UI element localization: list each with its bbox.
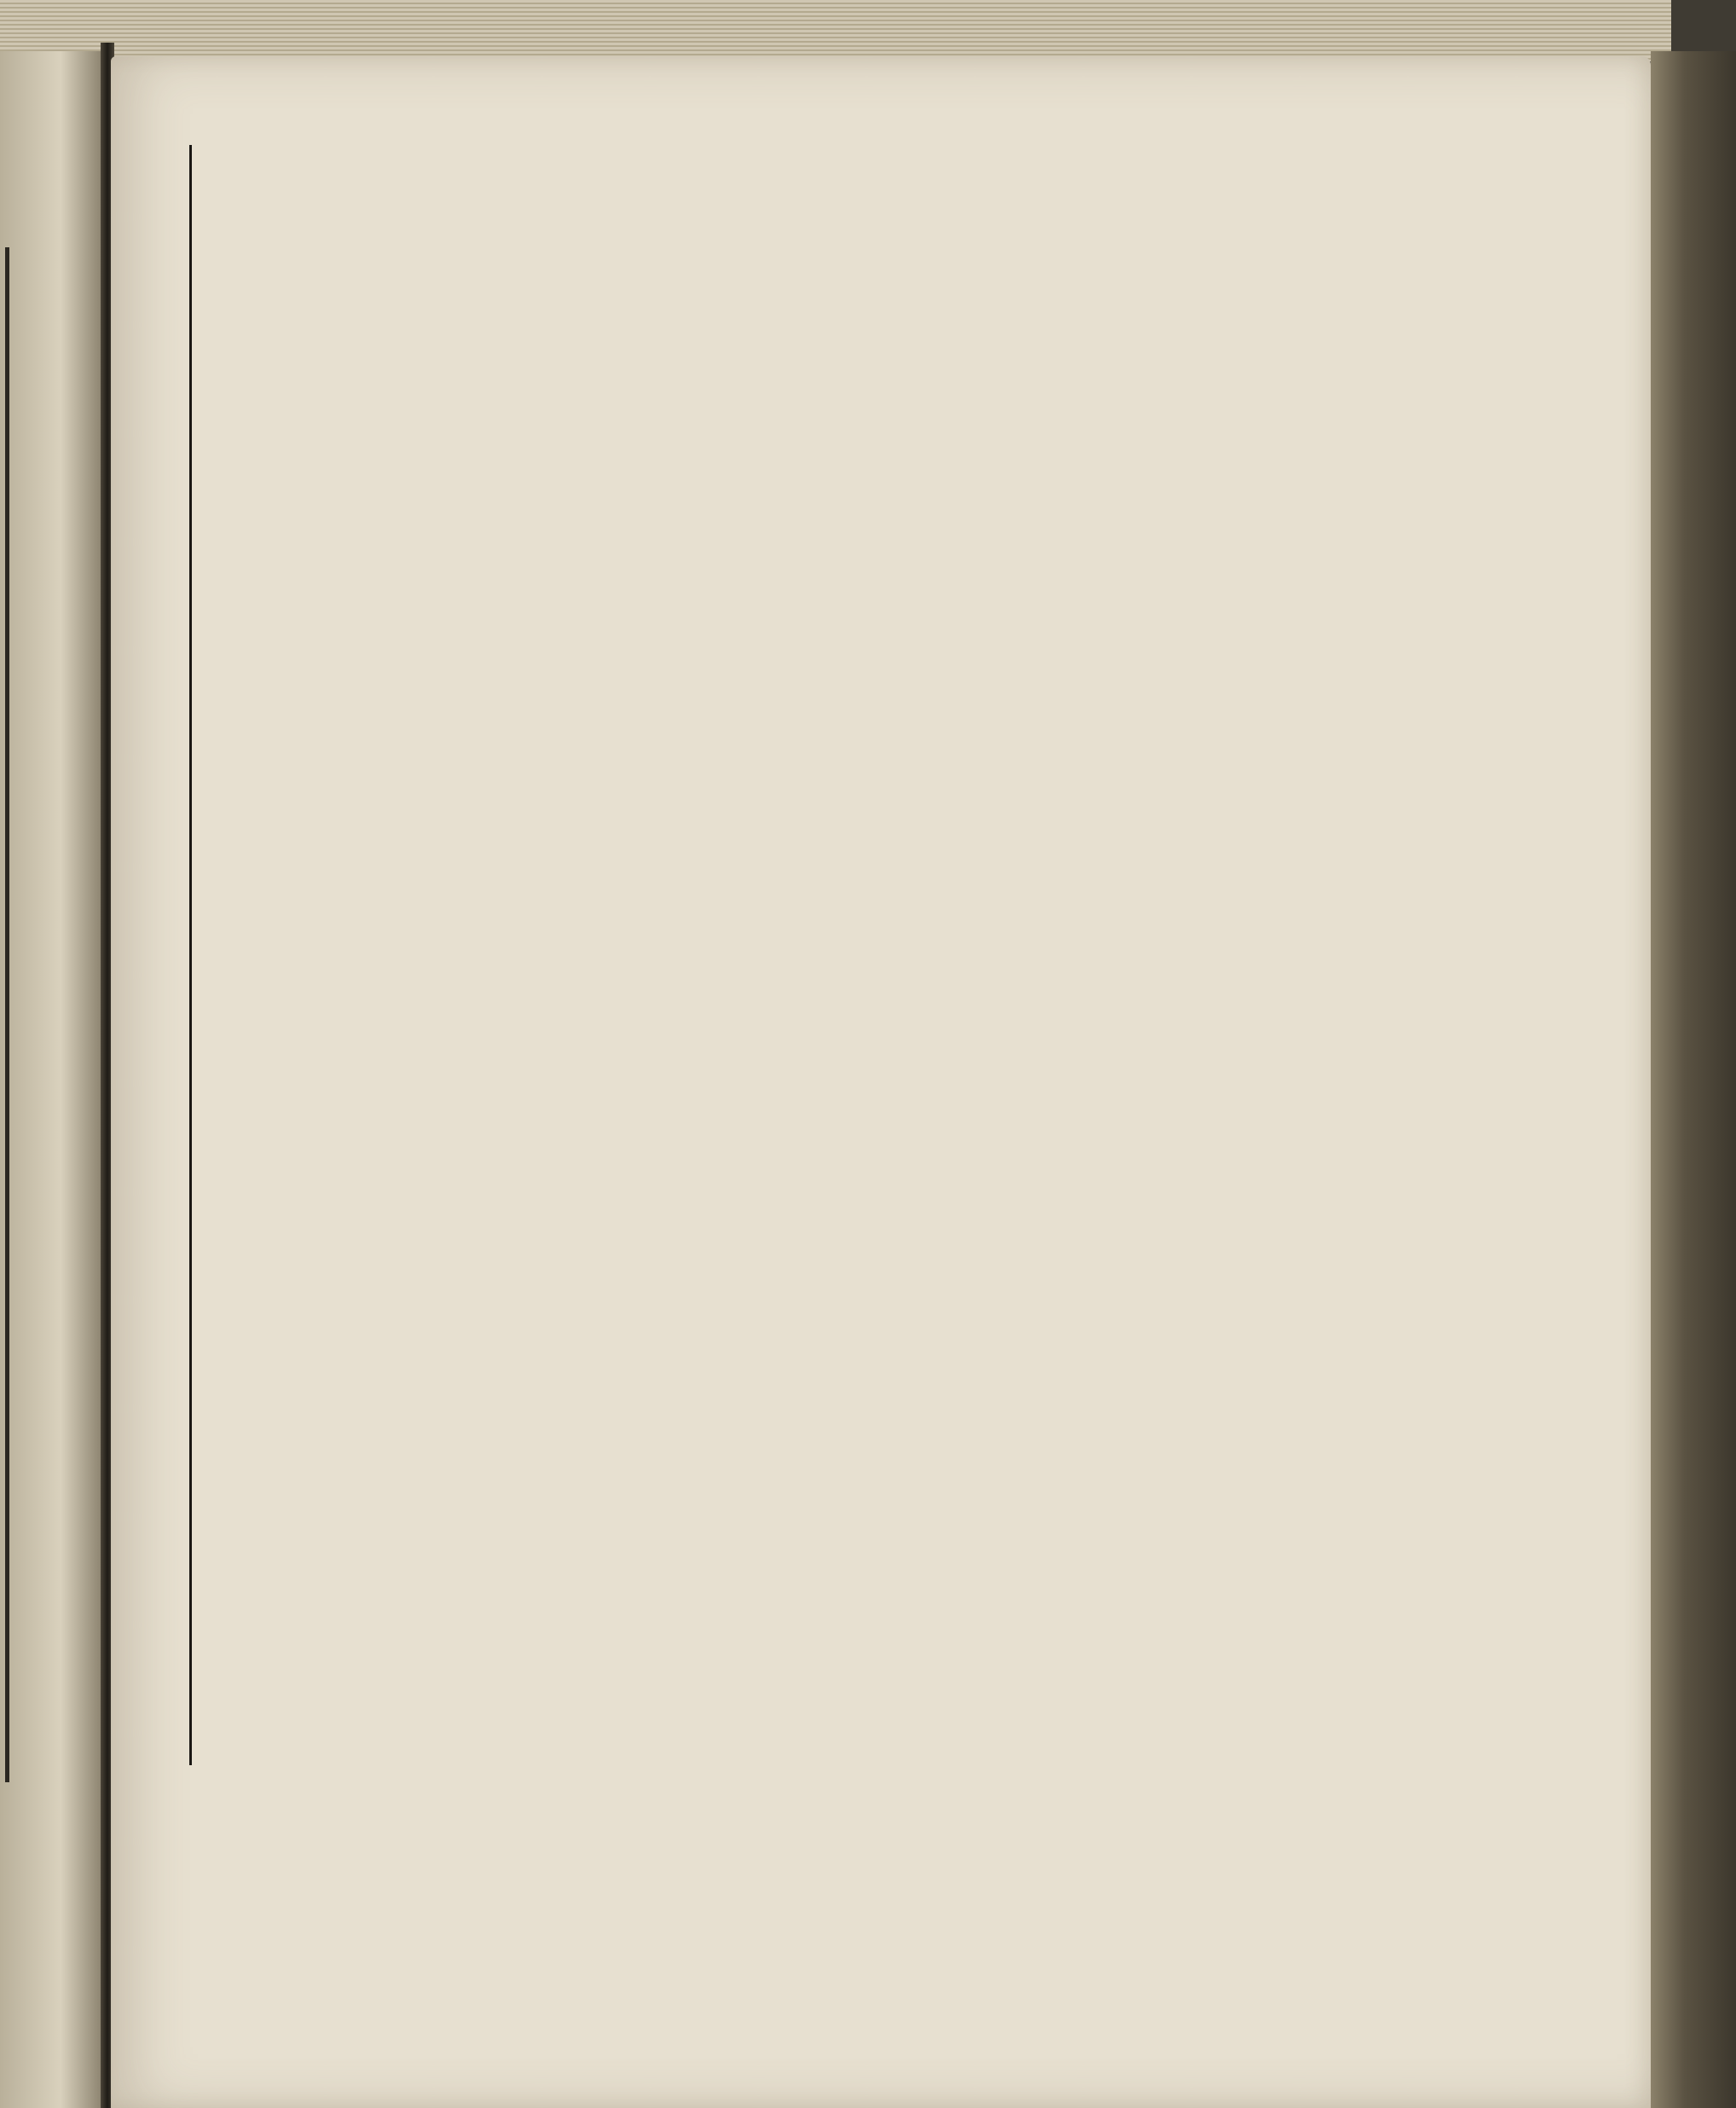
ornament-border-bottom [194,1714,1337,1782]
ornament-border-right [1296,138,1363,1775]
book-top-edge [0,0,1671,61]
facing-page-edge [0,51,101,2108]
frame-left-rule [189,145,192,1765]
book-page [111,56,1651,2108]
facing-page-rule [5,247,9,1782]
book-cover-edge [1651,51,1736,2108]
ornament-border-top [198,143,1221,203]
